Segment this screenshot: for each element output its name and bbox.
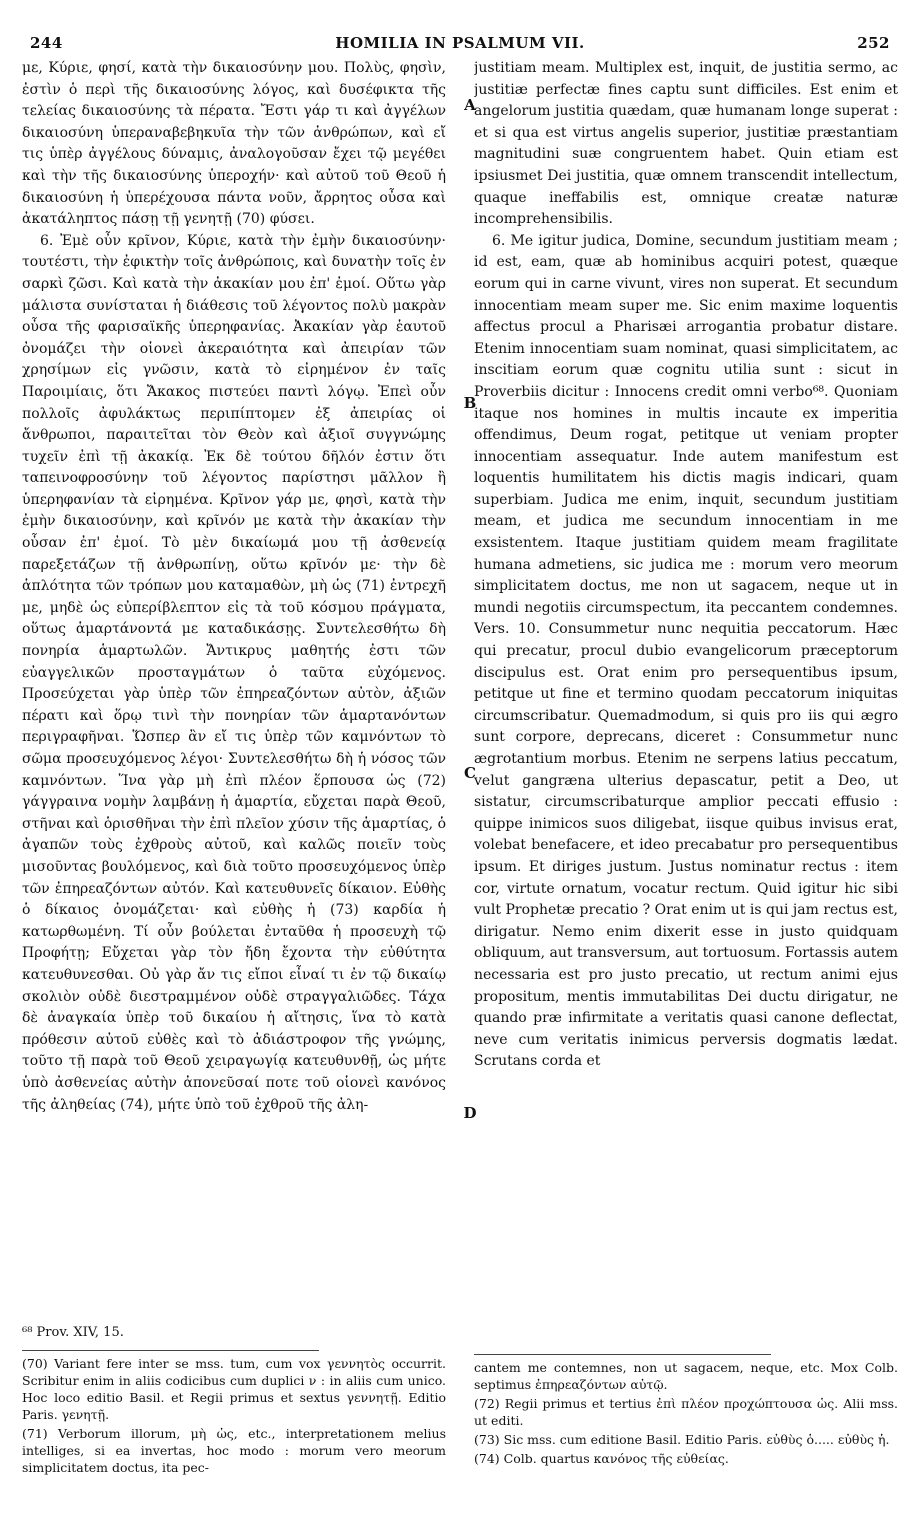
latin-paragraph-2: 6. Me igitur judica, Domine, secundum justitiam meam ; id est, eam, quæ ab hominibus acquiri potest, quæque eorum qui in carne vivunt, vires non superat. Et secundum innocentiam meam super me. Sic enim maxime loquentis affectus procul a Pharisæi arrogantia probatur distare. Etenim innocentiam suam nominat, quasi simplicitatem, ac inscitiam eorum quæ cognitu utilia sunt : sicut in Proverbiis dicitur : Innocens credit omni verbo⁶⁸. Quoniam itaque nos homines in multis incaute ex imperitia offendimus, Deum rogat, petitque ut veniam propter innocentiam assequatur. Inde autem manifestum est loquentis humilitatem his dictis magis indicari, quam superbiam. Judica me enim, inquit, secundum justitiam meam, et judica me secundum innocentiam in me exsistentem. Itaque justitiam quidem meam fragilitate humana admetiens, sic judica me : morum vero meorum simplicitatem doctus, me non ut sagacem, neque ut in mundi negotiis circumspectum, ita peccantem condemnes. Vers. 10. Consummetur nunc nequitia peccatorum. Hæc qui precatur, procul dubio evangelicorum præceptorum discipulus est. Orat enim pro persequentibus ipsum, petitque ut fine et termino quodam peccatorum iniquitas circumscribatur. Quemadmodum, si quis pro iis qui ægro sunt corpore, deprecans, diceret : Consummetur nunc ægrotantium morbus. Etenim ne serpens latius peccatum, velut gangræna ulterius depascatur, petit a Deo, ut sistatur, circumscribaturque amplior peccati effusio : quippe inimicos suos diligebat, iisque quibus invisus erat, volebat benefacere, et ideo precabatur pro persequentibus ipsum. Et diriges justum. Justus nominatur rectus : item cor, virtute ornatum, vocatur rectum. Quid igitur hic sibi vult Prophetæ precatio ? Orat enim ut is qui jam rectus est, dirigatur. Nemo enim dixerit esse in justo quidquam obliquum, aut transversum, aut tortuosum. Fortassis autem necessaria est pro justo precatio, ut rectum animi ejus propositum, mentis immutabilitas Dei ductu dirigatur, ne quando præ infirmitate a veritatis quasi canone deflectat, neve cum veritatis inimicus perversis dogmatis lædat. Scrutans corda et — [474, 232, 898, 1070]
latin-text — [474, 58, 898, 1348]
margin-letter-d: D — [463, 1104, 477, 1122]
footnote-70: (70) Variant fere inter se mss. tum, cum vox γεννητὸς occurrit. Scribitur enim in aliis codicibus cum duplici ν : in aliis cum unico. Hoc loco editio Basil. et Regii primus et sextus γεννητῇ. Editio Paris. γενητῇ. — [22, 1355, 446, 1422]
margin-gutter — [460, 58, 480, 1328]
page-number-right: 252 — [857, 34, 890, 52]
latin-column-notes — [474, 1359, 898, 1467]
footnote-71: (71) Verborum illorum, μὴ ὡς, etc., interpretationem melius intelliges, si ea invertas, hoc modo : morum vero meorum simplicitatem doctus, ita pec- — [22, 1425, 446, 1475]
two-column-body — [22, 58, 898, 1478]
footnote-73: (73) Sic mss. cum editione Basil. Editio Paris. εὐθὺς ὁ..... εὐθὺς ἡ. — [474, 1432, 890, 1447]
latin-column — [474, 58, 898, 1478]
greek-paragraph-1: με, Κύριε, φησί, κατὰ τὴν δικαιοσύνην μου. Πολὺς, φησὶν, ἐστὶν ὁ περὶ τῆς δικαιοσύνης λόγος, καὶ δυσέφικτα τῆς τελείας δικαιοσύνης τὰ πέρατα. Ἔστι γάρ τι καὶ ἀγγέλων δικαιοσύνη ὑπεραναβεβηκυῖα τὴν τῶν ἀνθρώπων, καὶ εἴ τις ὑπὲρ ἀγγέλους δύναμις, ἀναλογοῦσαν ἔχει τῷ μεγέθει καὶ τὴν τῆς δικαιοσύνης ὑπεροχήν· καὶ αὐτοῦ τοῦ Θεοῦ ἡ δικαιοσύνη ἡ ὑπερέχουσα πάντα νοῦν, ἄρρητος οὖσα καὶ ἀκατάληπτος πάσῃ τῇ γενητῇ (70) φύσει. — [22, 60, 446, 228]
greek-column — [22, 58, 446, 1478]
scripture-reference: ⁶⁸ Prov. XIV, 15. — [22, 1325, 124, 1340]
margin-letter-c: C — [464, 764, 476, 782]
page-header — [22, 28, 898, 58]
margin-letter-b: B — [463, 394, 477, 412]
latin-paragraph-1: justitiam meam. Multiplex est, inquit, de justitia sermo, ac justitiæ perfectæ fines captu sunt difficiles. Est enim et angelorum justitia quædam, quæ humanam longe superat : et si qua est virtus angelis superior, justitiæ præstantiam magnitudini suæ congruentem habet. Quin etiam est ipsiusmet Dei justitia, quæ omnem transcendit intellectum, quaque ineffabilis est, omnique creatæ naturæ incomprehensibilis. — [474, 60, 898, 228]
page-number-left: 244 — [30, 34, 63, 52]
greek-paragraph-2: 6. Ἐμὲ οὖν κρῖνον, Κύριε, κατὰ τὴν ἐμὴν δικαιοσύνην· τουτέστι, τὴν ἐφικτὴν τοῖς ἀνθρώποις, καὶ δυνατὴν τοῖς ἐν σαρκὶ ζῶσι. Καὶ κατὰ τὴν ἀκακίαν μου ἐπ' ἐμοί. Οὕτω γὰρ μάλιστα συνίσταται ἡ διάθεσις τοῦ λέγοντος πολὺ μακρὰν οὖσα τῆς φαρισαϊκῆς ὑπερηφανίας. Ἀκακίαν γὰρ ἑαυτοῦ ὀνομάζει τὴν οἱονεὶ ἀκεραιότητα καὶ ἀπειρίαν τῶν χρησίμων εἰς γνῶσιν, κατὰ τὸ εἰρημένον ἐν ταῖς Παροιμίαις, ὅτι Ἄκακος πιστεύει παντὶ λόγῳ. Ἐπεὶ οὖν πολλοῖς ἀφυλάκτως περιπίπτομεν ἐξ ἀπειρίας οἱ ἄνθρωποι, παραιτεῖται τὸν Θεὸν καὶ ἀξιοῖ συγγνώμης τυχεῖν ἐπὶ τῇ ἀκακίᾳ. Ἐκ δὲ τούτου δῆλόν ἐστιν ὅτι ταπεινοφροσύνην τοῦ λέγοντος παρίστησι μᾶλλον ἢ ὑπερηφανίαν τὰ εἰρημένα. Κρῖνον γάρ με, φησὶ, κατὰ τὴν ἐμὴν δικαιοσύνην, καὶ κρῖνόν με κατὰ τὴν ἀκακίαν τὴν οὖσαν ἐπ' ἐμοί. Τὸ μὲν δικαίωμά μου τῇ ἀσθενείᾳ παρεξετάζων τῇ ἀνθρωπίνῃ, οὕτω κρῖνόν με· τὴν δὲ ἁπλότητα τῶν τρόπων μου καταμαθὼν, μὴ ὡς (71) ἐντρεχῆ με, μηδὲ ὡς εὐπερίβλεπτον εἰς τὰ τοῦ κόσμου πράγματα, οὕτως ἁμαρτάνοντά με καταδικάσῃς. Συντελεσθήτω δὴ πονηρία ἁμαρτωλῶν. Ἄντικρυς μαθητής ἐστι τῶν εὐαγγελικῶν προσταγμάτων ὁ ταῦτα εὐχόμενος. Προσεύχεται γὰρ ὑπὲρ τῶν ἐπηρεαζόντων αὐτὸν, ἀξιῶν πέρατι καὶ ὅρῳ τινὶ τὴν πονηρίαν τῶν ἁμαρτανόντων περιγραφῆναι. Ὥσπερ ἂν εἴ τις ὑπὲρ τῶν καμνόντων τὸ σῶμα προσευχόμενος λέγοι· Συντελεσθήτω δὴ ἡ νόσος τῶν καμνόντων. Ἵνα γὰρ μὴ ἐπὶ πλέον ἕρπουσα ὡς (72) γάγγραινα νομὴν λαμβάνῃ ἡ ἁμαρτία, εὔχεται παρὰ Θεοῦ, στῆναι καὶ ὁρισθῆναι τὴν ἐπὶ πλεῖον χύσιν τῆς ἁμαρτίας, ὁ ἀγαπῶν τοὺς ἐχθροὺς αὐτοῦ, καὶ καλῶς ποιεῖν τοὺς μισοῦντας βουλόμενος, καὶ διὰ τοῦτο προσευχόμενος ὑπὲρ τῶν ἐπηρεαζόντων αὐτόν. Καὶ κατευθυνεῖς δίκαιον. Εὐθὴς ὁ δίκαιος ὀνομάζεται· καὶ εὐθὴς ἡ (73) καρδία ἡ κατωρθωμένη. Τί οὖν βούλεται ἐνταῦθα ἡ προσευχὴ τῷ Προφήτῃ; Εὔχεται γὰρ τὸν ἤδη ἔχοντα τὴν εὐθύτητα κατευθυνεσθαι. Οὐ γὰρ ἄν τις εἴποι εἶναί τι ἐν τῷ δικαίῳ σκολιὸν οὐδὲ διεστραμμένον οὐδὲ στραγγαλιῶδες. Τάχα δὲ ἀναγκαία ὑπὲρ τοῦ δικαίου ἡ αἴτησις, ἵνα τὸ κατὰ πρόθεσιν αὐτοῦ εὐθὲς καὶ τὸ ἀδιάστροφον τῆς γνώμης, τοῦτο τῇ παρὰ τοῦ Θεοῦ χειραγωγίᾳ κατευθυνθῇ, ὡς μήτε ὑπὸ ἀσθενείας αὐτὴν ἀπονεῦσαί ποτε τοῦ οἱονεὶ κανόνος τῆς ἀληθείας (74), μήτε ὑπὸ τοῦ ἐχθροῦ τῆς ἀλη- — [22, 232, 446, 1113]
footnote-74: (74) Colb. quartus κανόνος τῆς εὐθείας. — [474, 1451, 729, 1466]
footnote-separator — [22, 1350, 319, 1351]
greek-column-notes — [22, 1355, 446, 1476]
greek-text — [22, 58, 446, 1320]
footnote-72: (72) Regii primus et tertius ἐπὶ πλέον προχώπτουσα ὡς. Alii mss. ut editi. — [474, 1396, 898, 1428]
running-title: HOMILIA IN PSALMUM VII. — [335, 34, 585, 52]
margin-letter-a: A — [464, 96, 476, 114]
footnote-71-continued: cantem me contemnes, non ut sagacem, neque, etc. Mox Colb. septimus ἐπηρεαζόντων αὐτῷ. — [474, 1360, 898, 1392]
footnote-separator-right — [474, 1354, 771, 1355]
